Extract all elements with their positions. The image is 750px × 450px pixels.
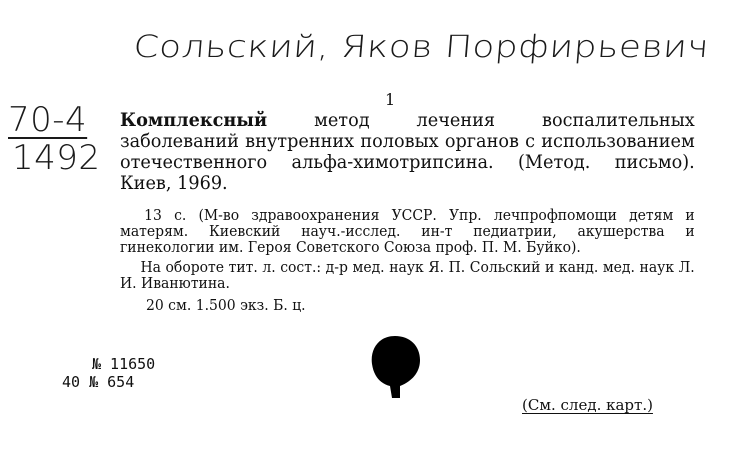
- card-number: 1: [385, 90, 396, 109]
- format-note: 20 см. 1.500 экз. Б. ц.: [146, 296, 306, 314]
- ink-blot-icon: [368, 334, 422, 400]
- handwritten-author-name: Сольский, Яков Порфирьевич: [132, 30, 711, 65]
- title-rest: метод лечения воспалительных заболеваний внутренних половых органов с использованием отечественного альфа-химотрипсина. (Метод. письмо). Киев, 1969.: [120, 109, 695, 194]
- see-next-card: (См. след. карт.): [522, 396, 653, 414]
- inventory-number-2: 40 № 654: [62, 373, 135, 391]
- title-first-word: Комплексный: [120, 109, 268, 131]
- handwritten-shelf-code-top: 70-4: [8, 100, 88, 140]
- title-entry: [120, 110, 695, 194]
- inventory-number-1: № 11650: [92, 355, 156, 373]
- physical-description: 13 с. (М-во здравоохранения УССР. Упр. лечпрофпомощи детям и матерям. Киевский науч.-исслед. ин-т педиатрии, акушерства и гинекологии им. Героя Советского Союза проф. П. М. Буйко).: [120, 206, 695, 256]
- handwritten-shelf-code-bottom: 1492: [12, 138, 101, 178]
- compilers-note: На обороте тит. л. сост.: д-р мед. наук Я. П. Сольский и канд. мед. наук Л. И. Иванютина.: [120, 258, 695, 292]
